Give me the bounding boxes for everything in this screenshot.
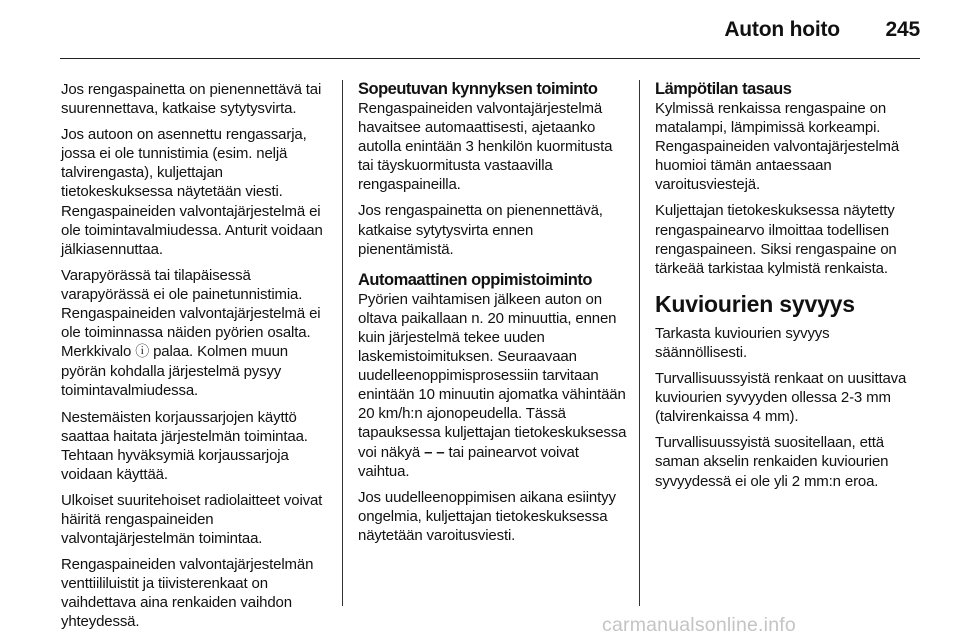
paragraph: Jos uudelleenoppimisen aikana esiintyy ongelmia, kuljettajan tietokeskuksessa näytetään varoitusviesti. <box>358 488 616 544</box>
paragraph: Rengaspaineiden valvontajärjestelmä havaitsee automaattisesti, ajetaanko autolla enintään 3 henkilön kuormitusta tai täyskuormitusta vastaavilla rengaspaineilla. <box>358 100 613 194</box>
dash-symbol: – – <box>424 443 445 461</box>
page-header <box>724 18 920 42</box>
paragraph-text: tai painearvot voivat vaihtua. <box>358 443 579 480</box>
column-divider <box>639 80 640 606</box>
paragraph: Jos rengaspainetta on pienennettävä tai suurennettava, katkaise sytytysvirta. <box>61 81 322 118</box>
section-heading: Automaattinen oppimistoiminto <box>358 270 592 289</box>
paragraph: Ulkoiset suuritehoiset radiolaitteet voivat häiritä rengaspaineiden valvontajärjestelmän toimintaa. <box>61 491 323 548</box>
paragraph: Tarkasta kuviourien syvyys säännöllisesti. <box>655 324 830 361</box>
paragraph: Turvallisuussyistä renkaat on uusittava kuviourien syvyyden ollessa 2-3 mm (talvirenkaissa 4 mm). <box>655 370 907 426</box>
paragraph: Jos rengaspainetta on pienennettävä, katkaise sytytysvirta ennen pienentämistä. <box>358 202 603 258</box>
paragraph: Kylmissä renkaissa rengaspaine on matalampi, lämpimissä korkeampi. Rengaspaineiden valvontajärjestelmä huomioi tämän antaessaan varoitusviestejä. <box>655 100 900 194</box>
paragraph-text: Varapyörässä tai tilapäisessä varapyörässä ei ole painetunnistimia. Rengaspaineiden valvontajärjestelmä ei ole toiminnassa näiden pyörien osalta. Merkkivalo <box>61 266 321 361</box>
paragraph-text: Pyörien vaihtamisen jälkeen auton on oltava paikallaan n. 20 minuuttia, ennen kuin järjestelmä tekee uuden laskemistoimituksen. Seuraavaan uudelleenoppimisprosessiin tarvitaan enintään 10 minuutin ajomatka vähintään 20 km/h:n ajonopeudella. Tässä tapauksessa kuljettajan tietokeskuksessa voi näkyä <box>358 290 627 461</box>
paragraph: Kuljettajan tietokeskuksessa näytetty rengaspainearvo ilmoittaa todellisen rengaspaineen. Siksi rengaspaine on tärkeää tarkistaa kylmistä renkaista. <box>655 202 897 277</box>
section-heading: Lämpötilan tasaus <box>655 80 792 98</box>
paragraph: Rengaspaineiden valvontajärjestelmän venttiililuistit ja tiivisterenkaat on vaihdettava aina renkaiden vaihdon yhteydessä. <box>61 556 314 631</box>
paragraph: Turvallisuussyistä suositellaan, että saman akselin renkaiden kuviourien syvyydessä ei ole yli 2 mm:n eroa. <box>655 434 889 490</box>
paragraph-text: palaa. Kolmen muun pyörän kohdalla järjestelmä pysyy toimintavalmiudessa. <box>61 343 288 400</box>
chapter-heading: Kuviourien syvyys <box>655 290 855 317</box>
watermark: carmanualsonline.info <box>602 614 796 636</box>
paragraph: Jos autoon on asennettu rengassarja, jossa ei ole tunnistimia (esim. neljä talvirengasta), kuljettajan tietokeskuksessa näytetään viesti. Rengaspaineiden valvontajärjestelmä ei ole toimintavalmiudessa. Anturit voidaan jälkiasennuttaa. <box>61 126 323 258</box>
paragraph <box>61 266 331 401</box>
section-heading: Sopeutuvan kynnyksen toiminto <box>358 80 598 98</box>
text-column-1 <box>61 80 331 639</box>
warning-lamp-icon: ⓘ <box>135 344 150 361</box>
paragraph: Nestemäisten korjaussarjojen käyttö saattaa haitata järjestelmän toimintaa. Tehtaan hyväksymiä korjaussarjoja voidaan käyttää. <box>61 408 308 483</box>
column-divider <box>342 80 343 606</box>
page-title: Auton hoito <box>724 18 840 41</box>
page-number: 245 <box>885 18 920 41</box>
paragraph <box>358 290 628 481</box>
text-column-3 <box>655 80 925 498</box>
header-divider <box>60 58 920 59</box>
text-column-2 <box>358 80 628 552</box>
